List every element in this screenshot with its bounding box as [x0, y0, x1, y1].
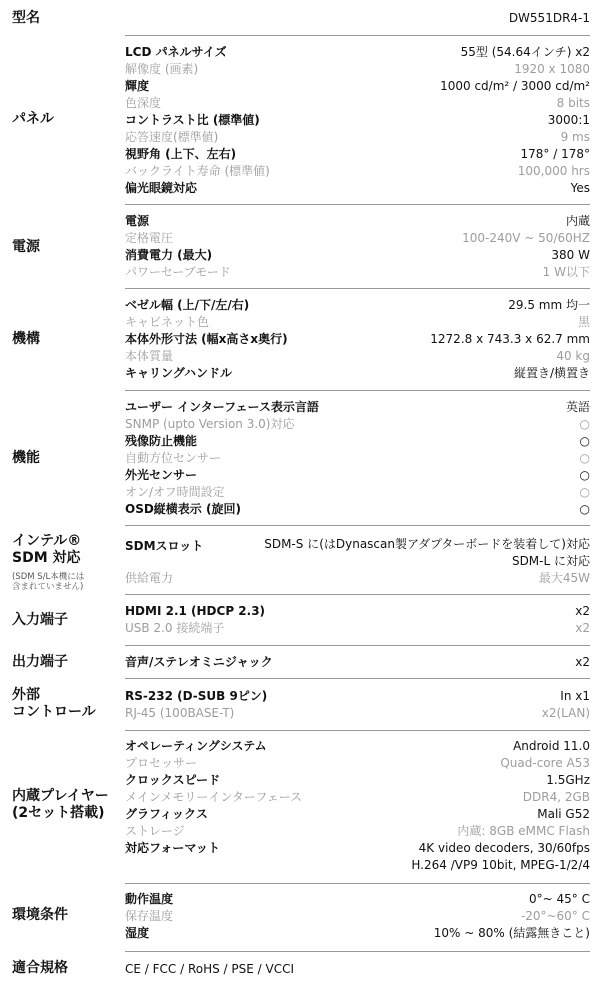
spec-row — [125, 247, 590, 264]
spec-value: 内蔵 — [565, 214, 590, 228]
divider — [125, 645, 590, 646]
divider — [125, 730, 590, 731]
section-title-power: 電源 — [12, 239, 40, 255]
spec-value: 10% ~ 80% (結露無きこと) — [433, 926, 590, 940]
spec-label: 自動方位センサー — [125, 451, 222, 465]
spec-label: 解像度 (画素) — [125, 62, 199, 76]
section-note: (SDM S/L本機には — [12, 572, 85, 582]
spec-value: 黒 — [577, 315, 590, 329]
spec-value: 0°~ 45° C — [529, 892, 590, 906]
spec-label: 動作温度 — [125, 892, 174, 906]
section-title-inputs: 入力端子 — [12, 612, 68, 628]
spec-label: 残像防止機能 — [125, 434, 198, 448]
divider — [125, 951, 590, 952]
spec-row — [125, 61, 590, 78]
spec-row — [125, 433, 590, 450]
spec-row — [125, 230, 590, 247]
spec-row — [125, 331, 590, 348]
spec-label: プロセッサー — [125, 756, 198, 770]
compliance-list: CE / FCC / RoHS / PSE / VCCI — [125, 962, 295, 976]
section-title-control — [12, 687, 96, 721]
spec-label: 応答速度(標準値) — [125, 130, 219, 144]
spec-value: 100-240V ~ 50/60HZ — [462, 231, 590, 245]
spec-row — [125, 129, 590, 146]
spec-row — [125, 603, 590, 620]
spec-label: 湿度 — [125, 926, 150, 940]
spec-row — [125, 705, 590, 722]
spec-value: 内蔵: 8GB eMMC Flash — [457, 824, 590, 838]
divider — [125, 288, 590, 289]
divider — [125, 35, 590, 36]
spec-value: x2 — [575, 621, 590, 635]
spec-value: 最大45W — [538, 571, 590, 585]
spec-label: 視野角 (上下、左右) — [125, 147, 237, 161]
spec-label: 偏光眼鏡対応 — [125, 181, 198, 195]
spec-row — [125, 146, 590, 163]
spec-row — [125, 44, 590, 61]
spec-label: メインメモリーインターフェース — [125, 790, 303, 804]
spec-value: x2 — [575, 604, 590, 618]
spec-value: 9 ms — [560, 130, 590, 144]
model-number: DW551DR4-1 — [508, 11, 590, 25]
section-title-sdm — [12, 533, 84, 592]
spec-value: ○ — [579, 417, 590, 431]
spec-row — [125, 755, 590, 772]
spec-value: 178° / 178° — [520, 147, 590, 161]
spec-row — [125, 961, 590, 978]
spec-value: 1 W以下 — [542, 265, 590, 279]
spec-row — [125, 620, 590, 637]
spec-label: 保存温度 — [125, 909, 174, 923]
spec-label: 輝度 — [125, 79, 150, 93]
section-title-compliance: 適合規格 — [12, 960, 68, 976]
spec-label: 外光センサー — [125, 468, 198, 482]
spec-value: x2 — [575, 655, 590, 669]
section-title-line: SDM 対応 — [12, 550, 81, 566]
spec-label: RS-232 (D-SUB 9ピン) — [125, 689, 268, 703]
spec-value: ○ — [579, 434, 590, 448]
divider — [125, 883, 590, 884]
spec-row — [125, 213, 590, 230]
spec-label: クロックスピード — [125, 773, 221, 787]
spec-row — [125, 484, 590, 501]
spec-label: ストレージ — [125, 824, 185, 838]
spec-value: Yes — [570, 181, 590, 195]
spec-row — [125, 264, 590, 281]
spec-value: 1920 x 1080 — [514, 62, 590, 76]
spec-value: 1000 cd/m² / 3000 cd/m² — [440, 79, 590, 93]
spec-value: 1.5GHz — [546, 773, 590, 787]
spec-row — [125, 416, 590, 433]
divider — [125, 525, 590, 526]
spec-value: 8 bits — [556, 96, 590, 110]
spec-row — [125, 536, 590, 570]
spec-value: 1272.8 x 743.3 x 62.7 mm — [430, 332, 590, 346]
divider — [125, 594, 590, 595]
spec-row — [125, 180, 590, 197]
spec-label: キャリングハンドル — [125, 366, 233, 380]
spec-row — [125, 908, 590, 925]
model-heading: 型名 — [12, 10, 40, 26]
section-title-mechanical: 機構 — [12, 331, 40, 347]
section-title-line: 内蔵プレイヤー — [12, 788, 109, 804]
spec-label: バックライト寿命 (標準値) — [125, 164, 270, 178]
spec-label: HDMI 2.1 (HDCP 2.3) — [125, 604, 266, 618]
spec-row — [125, 78, 590, 95]
spec-label: オン/オフ時間設定 — [125, 485, 225, 499]
spec-label: キャビネット色 — [125, 315, 210, 329]
spec-row — [125, 467, 590, 484]
spec-label: オペレーティングシステム — [125, 739, 267, 753]
spec-row — [125, 772, 590, 789]
spec-row — [125, 688, 590, 705]
spec-label: LCD パネルサイズ — [125, 45, 227, 59]
divider — [125, 204, 590, 205]
spec-label: 定格電圧 — [125, 231, 174, 245]
spec-row — [125, 789, 590, 806]
spec-value: 40 kg — [556, 349, 590, 363]
spec-value: 380 W — [551, 248, 590, 262]
spec-label: OSD縦横表示 (旋回) — [125, 502, 241, 516]
spec-value-line: SDM-S に(はDynascan製アダプターボードを装着して)対応 — [264, 537, 590, 551]
spec-label: 本体外形寸法 (幅x高さx奥行) — [125, 332, 288, 346]
spec-value-line: SDM-L に対応 — [511, 554, 590, 568]
section-title-line: (2セット搭載) — [12, 805, 105, 821]
spec-value: ○ — [579, 468, 590, 482]
spec-row — [125, 95, 590, 112]
section-title-line: インテル® — [12, 533, 82, 549]
section-title-outputs: 出力端子 — [12, 654, 68, 670]
spec-label: ベゼル幅 (上/下/左/右) — [125, 298, 250, 312]
spec-value: 3000:1 — [547, 113, 590, 127]
spec-row — [125, 112, 590, 129]
spec-value: 55型 (54.64インチ) x2 — [460, 45, 590, 59]
section-title-line: 外部 — [12, 687, 40, 703]
section-title-player — [12, 788, 109, 822]
spec-label: 対応フォーマット — [125, 841, 220, 855]
spec-row — [125, 654, 590, 671]
spec-label: 消費電力 (最大) — [125, 248, 213, 262]
spec-row — [125, 840, 590, 874]
spec-label: 色深度 — [125, 96, 162, 110]
spec-row — [125, 297, 590, 314]
spec-row — [125, 925, 590, 942]
spec-row — [125, 450, 590, 467]
spec-value: -20°~60° C — [520, 909, 590, 923]
spec-value: 100,000 hrs — [517, 164, 590, 178]
section-note: 含まれていません) — [12, 582, 84, 592]
spec-label: RJ-45 (100BASE-T) — [125, 706, 235, 720]
spec-value: Mali G52 — [537, 807, 590, 821]
spec-label: USB 2.0 接続端子 — [125, 621, 225, 635]
spec-value: In x1 — [560, 689, 590, 703]
spec-value — [411, 840, 590, 874]
spec-row — [125, 399, 590, 416]
spec-value: DDR4, 2GB — [522, 790, 590, 804]
spec-label: SDMスロット — [125, 539, 204, 553]
spec-value-line: 4K video decoders, 30/60fps — [418, 841, 590, 855]
section-title-environment: 環境条件 — [12, 907, 68, 923]
spec-value-line: H.264 /VP9 10bit, MPEG-1/2/4 — [411, 858, 590, 872]
section-title-line: コントロール — [12, 704, 96, 720]
spec-label: SNMP (upto Version 3.0)対応 — [125, 417, 295, 431]
spec-value: ○ — [579, 502, 590, 516]
section-title-features: 機能 — [12, 450, 40, 466]
spec-label: コントラスト比 (標準値) — [125, 113, 260, 127]
spec-row — [125, 501, 590, 518]
spec-row — [125, 314, 590, 331]
divider — [125, 390, 590, 391]
spec-row — [125, 738, 590, 755]
spec-row — [125, 348, 590, 365]
spec-label: グラフィックス — [125, 807, 208, 821]
spec-label: 電源 — [125, 214, 150, 228]
spec-value: x2(LAN) — [541, 706, 590, 720]
spec-value: ○ — [579, 485, 590, 499]
divider — [125, 678, 590, 679]
spec-label: 本体質量 — [125, 349, 174, 363]
section-title-panel: パネル — [12, 111, 54, 127]
spec-value: ○ — [579, 451, 590, 465]
spec-row — [125, 823, 590, 840]
spec-value: 英語 — [565, 400, 590, 414]
spec-value: Quad-core A53 — [500, 756, 590, 770]
spec-row — [125, 365, 590, 382]
spec-label: パワーセーブモード — [125, 265, 231, 279]
spec-value — [264, 536, 590, 570]
spec-value: 29.5 mm 均一 — [508, 298, 590, 312]
spec-row — [125, 570, 590, 587]
spec-value: 縦置き/横置き — [513, 366, 590, 380]
spec-row — [125, 806, 590, 823]
spec-label: 供給電力 — [125, 571, 174, 585]
spec-label: ユーザー インターフェース表示言語 — [125, 400, 319, 414]
spec-value: Android 11.0 — [513, 739, 590, 753]
spec-row — [125, 163, 590, 180]
spec-label: 音声/ステレオミニジャック — [125, 655, 273, 669]
spec-row — [125, 891, 590, 908]
